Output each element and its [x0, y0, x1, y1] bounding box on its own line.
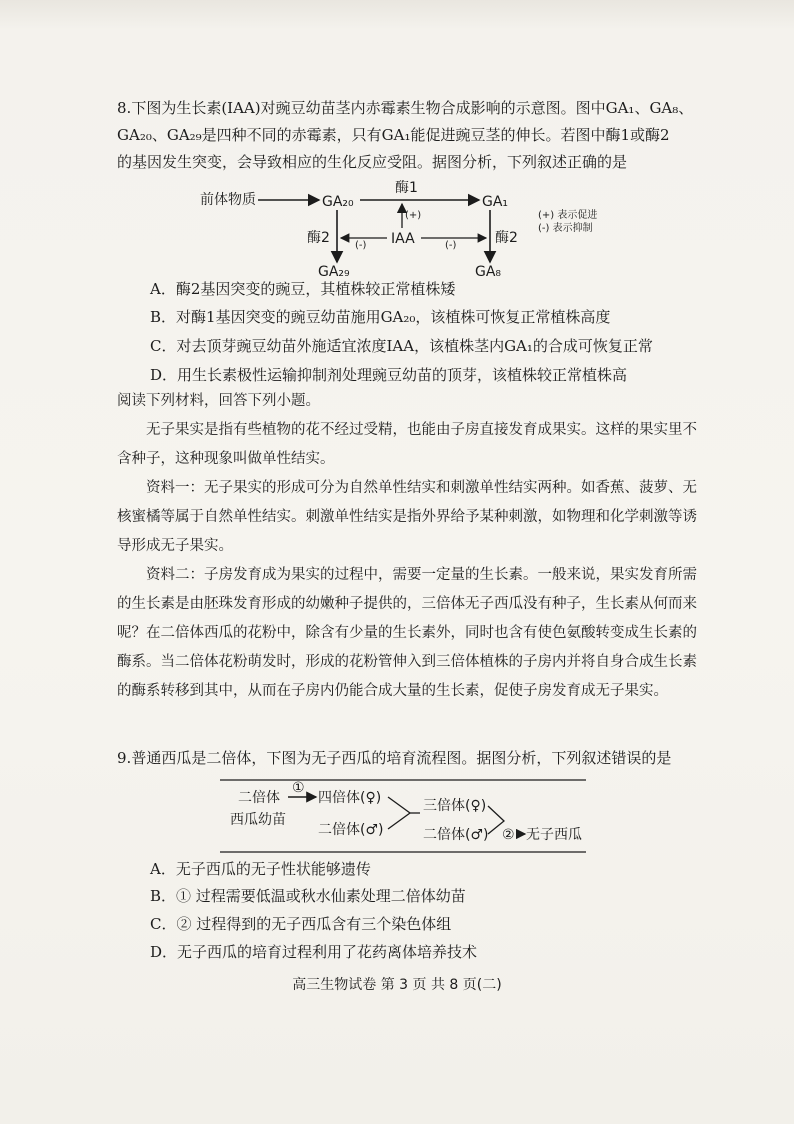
ga29-label: GA₂₉: [318, 264, 350, 280]
step1-marker: ①: [292, 780, 305, 796]
cross1-bracket: [388, 797, 410, 829]
q9-watermelon-flowchart: [220, 776, 590, 856]
enzyme2-right-label: 酶2: [495, 230, 518, 246]
q9-number: 9.: [117, 749, 132, 767]
diploid-male-1-label: 二倍体(♂): [318, 822, 384, 838]
reading-paragraph-3: 资料二：子房发育成为果实的过程中，需要一定量的生长素。一般来说，果实发育所需的生长素是由胚珠发育形成的幼嫩种子提供的，三倍体无子西瓜没有种子，生长素从何而来呢？在二倍体西瓜的花粉中，除含有少量的生长素外，同时也含有使色氨酸转变成生长素的酶系。当二倍体花粉萌发时，形成的花粉管伸入到三倍体植株的子房内并将自身合成生长素的酶系转移到其中，从而在子房内仍能合成大量的生长素，促使子房发育成无子果实。: [117, 567, 697, 699]
q8-stem-line1: 下图为生长素(IAA)对豌豆幼苗茎内赤霉素生物合成影响的示意图。图中GA₁、GA₈、: [131, 99, 694, 117]
ga20-label: GA₂₀: [322, 194, 354, 210]
enzyme1-label: 酶1: [395, 180, 418, 196]
q9-option-a[interactable]: A．无子西瓜的无子性状能够遗传: [150, 860, 371, 878]
q9-stem-text: 普通西瓜是二倍体，下图为无子西瓜的培育流程图。据图分析，下列叙述错误的是: [131, 749, 672, 767]
page-footer: 高三生物试卷 第 3 页 共 8 页(二): [292, 977, 502, 993]
reading-lead: 阅读下列材料，回答下列小题。: [117, 393, 320, 409]
reading-paragraph-1: 无子果实是指有些植物的花不经过受精，也能由子房直接发育成果实。这样的果实里不含种子，这种现象叫做单性结实。: [117, 422, 697, 467]
precursor-label: 前体物质: [200, 192, 256, 208]
q8-stem-line3: 的基因发生突变，会导致相应的生化反应受阻。据图分析，下列叙述正确的是: [117, 153, 628, 171]
q9-option-c[interactable]: C．② 过程得到的无子西瓜含有三个染色体组: [150, 915, 452, 933]
tetraploid-female-label: 四倍体(♀): [318, 790, 382, 806]
minus-left-sign: (-): [355, 240, 367, 251]
q8-gibberellin-diagram: [195, 180, 635, 280]
iaa-label: IAA: [391, 231, 415, 247]
reading-material: [117, 387, 697, 706]
legend-inhibit: (-) 表示抑制: [538, 223, 593, 234]
reading-paragraph-2: 资料一：无子果实的形成可分为自然单性结实和刺激单性结实两种。如香蕉、菠萝、无核蜜橘等属于自然单性结实。刺激单性结实是指外界给予某种刺激，如物理和化学刺激等诱导形成无子果实。: [117, 480, 697, 554]
q8-option-c[interactable]: C．对去顶芽豌豆幼苗外施适宜浓度IAA，该植株茎内GA₁的合成可恢复正常: [150, 337, 653, 355]
seedless-watermelon-label: 无子西瓜: [526, 827, 582, 843]
q8-stem: [117, 95, 697, 176]
q8-number: 8.: [117, 99, 132, 117]
diploid-seedling-label-2: 西瓜幼苗: [230, 812, 286, 828]
diploid-male-2-label: 二倍体(♂): [423, 827, 489, 843]
q8-stem-line2: GA₂₀、GA₂₉是四种不同的赤霉素，只有GA₁能促进豌豆茎的伸长。若图中酶1或酶2: [117, 126, 670, 144]
q8-option-d[interactable]: D．用生长素极性运输抑制剂处理豌豆幼苗的顶芽，该植株较正常植株高: [150, 366, 628, 384]
enzyme2-left-label: 酶2: [307, 230, 330, 246]
q9-option-b[interactable]: B．① 过程需要低温或秋水仙素处理二倍体幼苗: [150, 887, 466, 905]
ga8-label: GA₈: [475, 264, 502, 280]
triploid-female-label: 三倍体(♀): [423, 798, 487, 814]
q9-stem: [117, 745, 717, 772]
q8-option-a[interactable]: A．酶2基因突变的豌豆，其植株较正常植株矮: [150, 280, 456, 298]
ga1-label: GA₁: [482, 194, 509, 210]
step2-marker: ②: [502, 827, 515, 843]
diploid-seedling-label-1: 二倍体: [238, 790, 280, 806]
legend-promote: (+) 表示促进: [538, 210, 598, 221]
minus-right-sign: (-): [445, 240, 457, 251]
plus-sign: (+): [405, 210, 422, 221]
q9-option-d[interactable]: D．无子西瓜的培育过程利用了花药离体培养技术: [150, 943, 478, 961]
q8-option-b[interactable]: B．对酶1基因突变的豌豆幼苗施用GA₂₀，该植株可恢复正常植株高度: [150, 308, 611, 326]
q8-line1: [117, 95, 697, 122]
